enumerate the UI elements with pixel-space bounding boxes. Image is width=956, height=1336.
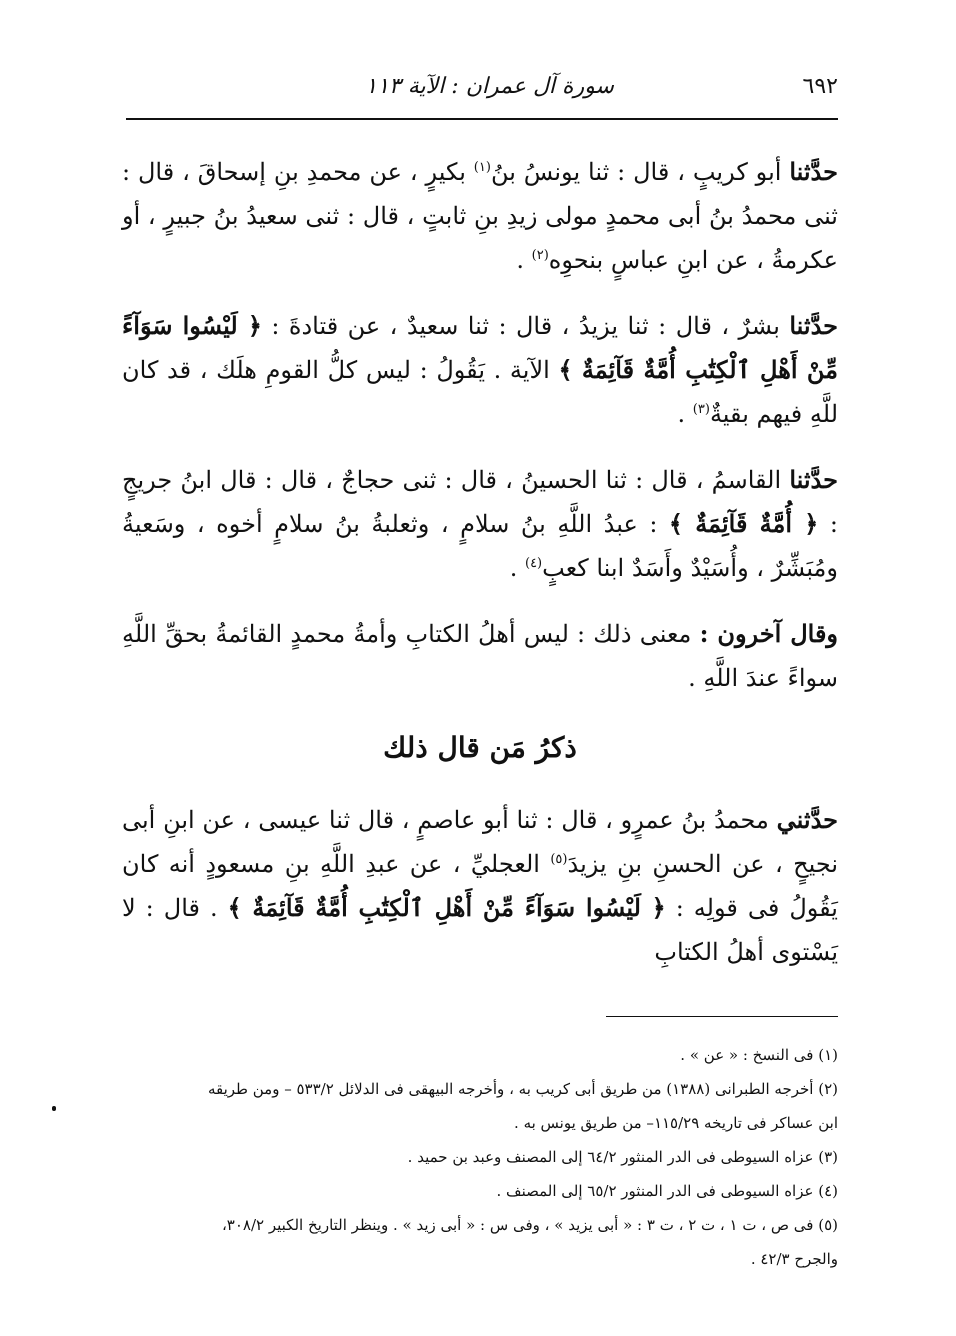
narrator-phrase: حدَّثنا [789,157,838,186]
footnote-continuation: ابن عساكر فى تاريخه ١١٥/٢٩– من طريق يونس به . [514,1114,838,1132]
quran-quote: ﴿ لَيْسُوا سَوَآءً مِّنْ أَهْلِ ٱلْكِتَٰبِ أُمَّةٌ قَآئِمَةٌ ﴾ [227,893,666,922]
footnote-rule [606,1016,838,1017]
paragraph-5 [122,798,838,974]
footnote-text: (٢) أخرجه الطبرانى (١٣٨٨) من طريق أبى كريب به ، وأخرجه البيهقى فى الدلائل ٥٣٣/٢ – ومن طريقه [207,1080,838,1098]
paragraph-2 [122,304,838,436]
footnote-ref: (٣) [692,402,710,417]
paragraph-text: أبو كريبٍ ، قال : ثنا يونسُ بنُ [490,158,782,186]
paragraph-1 [122,150,838,282]
paragraph-3 [122,458,838,590]
paragraph-text: : عبدُ اللَّهِ بنُ سلامٍ ، وثعلبةُ بنُ سلامٍ أخوه ، وسَعيةُ ومُبَشِّرٌ ، وأُسَيْدٌ وأَسَدٌ ابنا كعبٍ [122,510,838,582]
footnote-2 [122,1074,838,1138]
paragraph-text: بشرٌ ، قال : ثنا يزيدُ ، قال : ثنا سعيدٌ ، عن قتادةَ : [271,312,780,340]
page-number: ٦٩٢ [802,74,838,99]
footnote-ref: (٥) [550,852,568,867]
quran-quote: ﴿ لَيْسُوا سَوَآءً مِّنْ أَهْلِ ٱلْكِتَٰبِ أُمَّةٌ قَآئِمَةٌ ﴾ [122,311,839,384]
paragraph-text: بكيرٍ ، عن محمدِ بنِ إسحاقَ ، قال : ثنى محمدُ بنُ أبى محمدٍ مولى زيدِ بنِ ثابتٍ ، قال : ثنى سعيدُ بنُ جبيرٍ ، أو عكرمةُ ، عن ابنِ عباسٍ بنحوِه [122,158,838,274]
paragraph-text: محمدُ بنُ عمرٍو ، قال : ثنا أبو عاصمٍ ، قال ثنا عيسى ، عن ابنِ أبى نجيحٍ ، عن الحسنِ بنِ يزيدَ [122,806,838,878]
footnote-1: (١) فى النسخ : « عن » . [680,1046,838,1064]
paragraph-end: . [509,554,518,582]
footnote-ref: (١) [473,160,491,175]
paragraph-text: القاسمُ ، قال : ثنا الحسينُ ، قال : ثنى حجاجٌ ، قال : قال ابنُ جريجٍ : [122,466,838,538]
narrator-phrase: حدَّثني [776,805,838,834]
narrator-phrase: حدَّثنا [789,465,838,494]
header-rule [126,118,838,120]
footnotes [122,1040,838,1278]
main-text [122,150,838,996]
paragraph-end: . [516,246,525,274]
paragraph-text: الآية . يَقُولُ : ليس كلُّ القومِ هلَك ، قد كان للَّهِ فيهم بقيةٌ [122,356,838,428]
paragraph-text: . قال : لا يَسْتوى أهلُ الكتابِ [122,894,838,966]
footnote-ref: (٢) [531,248,549,263]
narrator-phrase: وقال آخرون : [699,619,839,648]
footnote-3: (٣) عزاه السيوطى فى الدر المنثور ٦٤/٢ إلى المصنف وعبد بن حميد . [407,1148,838,1166]
running-header [126,70,838,110]
footnote-text: (٥) فى ص ، ت ١ ، ت ٢ ، ت ٣ : « أبى يزيد » ، وفى س : « أبى زيد » . وينظر التاريخ الكبير ٣٠٨/٢، [221,1216,838,1234]
paragraph-4 [122,612,838,700]
footnote-5 [122,1210,838,1274]
paragraph-end: . [677,400,686,428]
quran-quote: ﴿ أُمَّةٌ قَآئِمَةٌ ﴾ [668,509,819,538]
narrator-phrase: حدَّثنا [789,311,838,340]
paragraph-text: معنى ذلك : ليس أهلُ الكتابِ وأمةُ محمدٍ القائمةُ بحقِّ اللَّهِ سواءً عندَ اللَّهِ . [122,620,838,692]
section-heading: ذكرُ مَن قال ذلك [383,731,577,764]
paragraph-text: العجليِّ ، عن عبدِ اللَّهِ بنِ مسعودٍ أنه كان يَقُولُ فى قولِه : [122,850,838,922]
footnote-4: (٤) عزاه السيوطى فى الدر المنثور ٦٥/٢ إلى المصنف . [496,1182,838,1200]
footnote-ref: (٤) [524,556,543,571]
margin-mark [52,1106,56,1111]
footnote-continuation: والجرح ٤٢/٣ . [750,1250,838,1268]
header-title: سورة آل عمران : الآية ١١٣ [365,74,614,99]
